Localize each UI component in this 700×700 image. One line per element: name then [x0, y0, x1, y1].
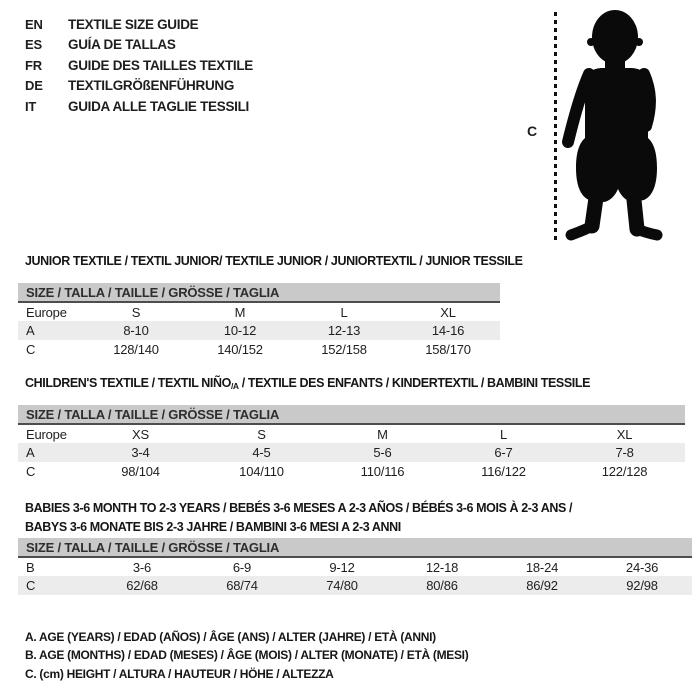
size-cell: M	[234, 304, 246, 320]
children-table-title	[25, 374, 590, 396]
toddler-silhouette-icon	[558, 8, 670, 250]
size-cell: 122/128	[601, 464, 648, 479]
size-cell: 3-6	[132, 559, 152, 575]
language-code: DE	[25, 78, 43, 94]
size-cell: 9-12	[329, 559, 355, 575]
title-line-2: BABYS 3-6 MONATE BIS 2-3 JAHRE / BAMBINI 3-6 MESI A 2-3 ANNI	[25, 520, 401, 534]
footnotes	[25, 628, 468, 683]
size-cell: 18-24	[525, 559, 559, 575]
size-cell: 110/116	[360, 464, 405, 479]
row-label: Europe	[26, 304, 67, 320]
size-header-bar: SIZE / TALLA / TAILLE / GRÖSSE / TAGLIA	[18, 405, 685, 424]
language-label: GUIDE DES TAILLES TEXTILE	[68, 57, 254, 73]
size-cell: L	[340, 304, 348, 320]
language-row-es	[25, 35, 253, 56]
size-cell: S	[257, 426, 266, 442]
size-header-bar: SIZE / TALLA / TAILLE / GRÖSSE / TAGLIA	[18, 283, 500, 302]
size-cell: 158/170	[425, 342, 471, 357]
size-cell: 140/152	[217, 342, 263, 357]
row-label: C	[26, 464, 36, 479]
language-code: FR	[25, 57, 42, 73]
height-measure-label: C	[526, 123, 538, 139]
table-row	[18, 424, 685, 443]
size-cell: 6-9	[232, 559, 252, 575]
language-row-en	[25, 14, 253, 35]
table-row	[18, 576, 692, 595]
footnote-a: A. AGE (YEARS) / EDAD (AÑOS) / ÂGE (ANS) / ALTER (JAHRE) / ETÀ (ANNI)	[25, 630, 436, 644]
size-cell: XL	[616, 426, 633, 442]
language-label: TEXTILGRÖßENFÜHRUNG	[68, 78, 235, 94]
size-cell: 74/80	[292, 576, 392, 595]
footnote-b: B. AGE (MONTHS) / EDAD (MESES) / ÂGE (MOIS) / ALTER (MONATE) / ETÀ (MESI)	[25, 648, 469, 663]
row-label: B	[26, 559, 35, 575]
title-text: CHILDREN'S TEXTILE / TEXTIL NIÑO	[25, 376, 231, 390]
size-cell: 68/74	[192, 576, 292, 595]
size-cell: 12-18	[425, 559, 459, 575]
size-cell: M	[377, 426, 388, 442]
table-header-row	[18, 538, 692, 557]
row-label: C	[26, 342, 36, 357]
babies-table-title	[25, 499, 572, 537]
size-cell: 86/92	[492, 576, 592, 595]
size-cell: 14-16	[396, 321, 500, 340]
row-label: A	[18, 443, 80, 462]
height-measure-dotted-line	[554, 12, 557, 242]
size-cell: 80/86	[392, 576, 492, 595]
size-cell: 104/110	[239, 464, 284, 479]
language-label: TEXTILE SIZE GUIDE	[68, 16, 199, 32]
size-cell: 8-10	[84, 321, 188, 340]
size-cell: 12-13	[292, 321, 396, 340]
size-cell: 98/104	[121, 464, 160, 479]
size-cell: 6-7	[443, 443, 564, 462]
size-cell: 62/68	[92, 576, 192, 595]
table-row	[18, 557, 692, 576]
size-cell: 92/98	[592, 576, 692, 595]
junior-size-table	[18, 283, 500, 359]
size-cell: 3-4	[80, 443, 201, 462]
size-cell: S	[131, 304, 141, 320]
size-cell: XS	[132, 426, 149, 442]
size-cell: 4-5	[201, 443, 322, 462]
language-row-fr	[25, 55, 253, 76]
title-subscript: /A	[230, 381, 239, 391]
size-header-bar: SIZE / TALLA / TAILLE / GRÖSSE / TAGLIA	[18, 538, 692, 557]
size-cell: XL	[440, 304, 456, 320]
title-line-1: BABIES 3-6 MONTH TO 2-3 YEARS / BEBÉS 3-6 MESES A 2-3 AÑOS / BÉBÉS 3-6 MOIS À 2-3 ANS /	[25, 501, 573, 515]
size-cell: 5-6	[322, 443, 443, 462]
junior-table-title: JUNIOR TEXTILE / TEXTIL JUNIOR/ TEXTILE JUNIOR / JUNIORTEXTIL / JUNIOR TESSILE	[25, 254, 523, 268]
language-label: GUÍA DE TALLAS	[68, 37, 176, 53]
language-code: IT	[25, 98, 37, 114]
language-row-it	[25, 96, 253, 117]
size-cell: 152/158	[321, 342, 367, 357]
table-header-row	[18, 405, 685, 424]
language-label: GUIDA ALLE TAGLIE TESSILI	[68, 98, 249, 114]
footnote-c: C. (cm) HEIGHT / ALTURA / HAUTEUR / HÖHE / ALTEZZA	[25, 666, 334, 681]
table-row	[18, 302, 500, 321]
size-cell: 10-12	[188, 321, 292, 340]
language-code: EN	[25, 16, 43, 32]
children-size-table	[18, 405, 685, 481]
row-label: A	[18, 321, 84, 340]
table-row	[18, 321, 500, 340]
size-cell: 128/140	[113, 342, 159, 357]
table-row	[18, 443, 685, 462]
size-cell: 116/122	[481, 464, 526, 479]
table-row	[18, 340, 500, 359]
size-cell: L	[499, 426, 508, 442]
row-label: Europe	[26, 426, 67, 442]
language-row-de	[25, 76, 253, 97]
row-label: C	[18, 576, 92, 595]
table-header-row	[18, 283, 500, 302]
language-code: ES	[25, 37, 42, 53]
size-cell: 7-8	[564, 443, 685, 462]
table-row	[18, 462, 685, 481]
language-list	[25, 14, 253, 117]
size-cell: 24-36	[625, 559, 659, 575]
title-text: / TEXTILE DES ENFANTS / KINDERTEXTIL / BAMBINI TESSILE	[238, 376, 591, 390]
babies-size-table	[18, 538, 692, 595]
